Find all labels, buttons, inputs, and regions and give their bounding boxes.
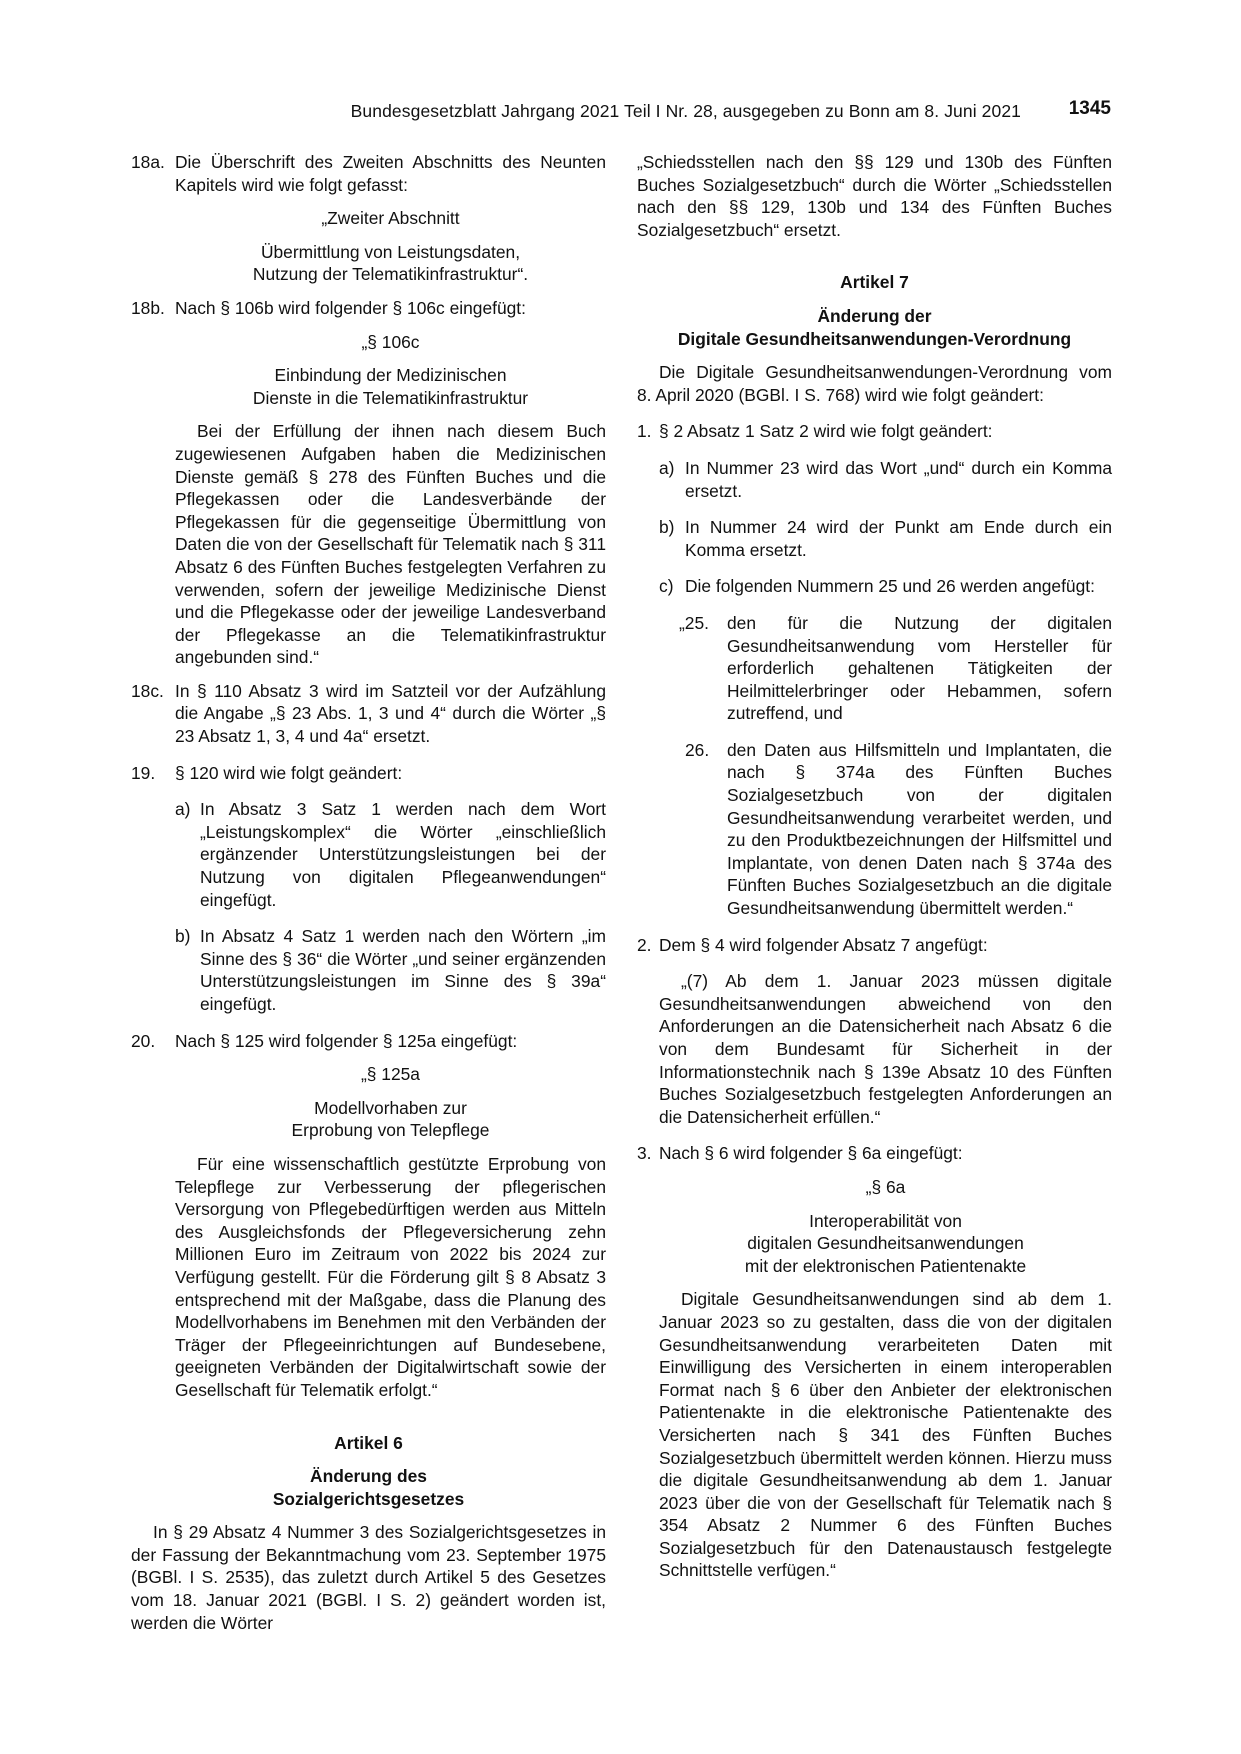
item-label: a): [659, 457, 675, 478]
paragraph-body: „(7) Ab dem 1. Januar 2023 müssen digitale Gesundheitsanwendungen abweichend von den Anforderungen an die Datensicherheit nach Absatz 6 die von dem Bundesamt für Sicherheit in der Informationstechnik nach § 139e Absatz 10 des Fünften Buches Sozialgesetzbuch festgelegten Anforderungen an die Datensicherheit erfüllen.“: [659, 971, 1112, 1127]
item-label: 18b.: [131, 297, 165, 318]
item-text: Die Überschrift des Zweiten Abschnitts des Neunten Kapitels wird wie folgt gefasst:: [175, 152, 606, 195]
item-19a: [131, 798, 606, 911]
item-label: 1.: [637, 421, 652, 442]
section-title-line: Dienste in die Telematikinfrastruktur: [252, 387, 529, 408]
article-title: Artikel 6: [334, 1432, 403, 1453]
article-subtitle-line: Änderung der: [817, 305, 932, 326]
item-label: b): [175, 926, 191, 947]
item-text: Nach § 6 wird folgender § 6a eingefügt:: [659, 1143, 963, 1164]
item-text: In § 110 Absatz 3 wird im Satzteil vor der Aufzählung die Angabe „§ 23 Abs. 1, 3 und 4“ durch die Wörter „§ 23 Absatz 1, 3, 4 und 4a“ ersetzt.: [175, 680, 606, 747]
section-number: „§ 106c: [361, 331, 420, 352]
article-title: Artikel 7: [840, 272, 909, 293]
quote-title-line: Nutzung der Telematikinfrastruktur“.: [252, 264, 529, 285]
item-label: a): [175, 799, 191, 820]
item-text: In Absatz 4 Satz 1 werden nach den Wörtern „im Sinne des § 36“ die Wörter „und seiner ergänzenden Unterstützungsleistungen im Sinne des § 39a“ eingefügt.: [200, 926, 606, 1014]
section-title-line: Erprobung von Telepflege: [291, 1120, 490, 1141]
item-18a: [131, 151, 606, 196]
section-number: „§ 6a: [865, 1176, 906, 1197]
item-1c: [637, 575, 1112, 598]
item-1b: [637, 516, 1112, 561]
section-title-line: Einbindung der Medizinischen: [274, 365, 507, 386]
article-subtitle-line: Digitale Gesundheitsanwendungen-Verordnung: [677, 328, 1072, 349]
item-text: den für die Nutzung der digitalen Gesundheitsanwendung vom Hersteller für erforderlich gehaltenen Tätigkeiten der Heilmittelerbringer oder Hebammen, sofern zutreffend, und: [727, 612, 1112, 724]
section-body: Bei der Erfüllung der ihnen nach diesem Buch zugewiesenen Aufgaben haben die Medizinischen Dienste gemäß § 278 des Fünften Buches und die Pflegekassen oder die Landesverbände der Pflegekassen für die gegenseitige Übermittlung von Daten die von der Gesellschaft für Telematik nach § 311 Absatz 6 des Fünften Buches festgelegten Verfahren zu verwenden, sofern der jeweilige Medizinische Dienst und die Pflegekasse oder der jeweilige Landesverband der Pflegekasse an die Telematikinfrastruktur angebunden sind.“: [175, 421, 606, 668]
item-label: c): [659, 576, 674, 597]
section-title-line: Interoperabilität von: [809, 1210, 962, 1231]
number-25: [637, 612, 1112, 725]
article-body: In § 29 Absatz 4 Nummer 3 des Sozialgerichtsgesetzes in der Fassung der Bekanntmachung vom 23. September 1975 (BGBl. I S. 2535), das zuletzt durch Artikel 5 des Gesetzes vom 18. Januar 2021 (BGBl. I S. 2) geändert worden ist, werden die Wörter: [131, 1522, 606, 1633]
item-text: Nach § 125 wird folgender § 125a eingefügt:: [175, 1030, 518, 1051]
article-subtitle-line: Änderung des: [310, 1466, 427, 1487]
item-18b: [131, 297, 606, 320]
item-3: [637, 1142, 1112, 1165]
section-body: Digitale Gesundheitsanwendungen sind ab dem 1. Januar 2023 so zu gestalten, dass die von der digitalen Gesundheitsanwendung verarbeiteten Daten mit Einwilligung des Versicherten in einem interoperablen Format nach § 6 über den Anbieter der elektronischen Patientenakte in die elektronische Patientenakte des Versicherten nach § 341 des Fünften Buches Sozialgesetzbuch übermittelt werden können. Hierzu muss die digitale Gesundheitsanwendung ab dem 1. Januar 2023 über die von der Gesellschaft für Telematik nach § 354 Absatz 2 Nummer 6 des Fünften Buches Sozialgesetzbuch für den Datenaustausch festgelegte Schnittstelle verfügen.“: [659, 1289, 1112, 1581]
item-text: den Daten aus Hilfsmitteln und Implantaten, die nach § 374a des Fünften Buches Sozialgesetzbuch von der digitalen Gesundheitsanwendung verarbeitet werden, und zu den Produktbezeichnungen der Hilfsmittel und Implantate, von denen Daten nach § 374a des Fünften Buches Sozialgesetzbuch an die digitale Gesundheitsanwendung übermittelt werden.“: [727, 739, 1112, 919]
item-18c: [131, 680, 606, 748]
item-label: 26.: [685, 739, 710, 760]
item-20: [131, 1030, 606, 1053]
item-text: Dem § 4 wird folgender Absatz 7 angefügt:: [659, 934, 988, 955]
page-number: 1345: [1068, 98, 1111, 119]
running-title: Bundesgesetzblatt Jahrgang 2021 Teil I Nr. 28, ausgegeben zu Bonn am 8. Juni 2021: [350, 101, 1021, 121]
number-26: [637, 739, 1112, 920]
article-intro: Die Digitale Gesundheitsanwendungen-Verordnung vom 8. April 2020 (BGBl. I S. 768) wird wie folgt geändert:: [637, 362, 1112, 405]
section-number: „§ 125a: [361, 1064, 420, 1085]
item-1a: [637, 457, 1112, 502]
item-text: In Nummer 23 wird das Wort „und“ durch ein Komma ersetzt.: [685, 457, 1112, 501]
quote-title-line: Übermittlung von Leistungsdaten,: [260, 241, 521, 262]
quote-heading: „Zweiter Abschnitt: [321, 208, 460, 229]
left-column: [131, 151, 606, 1634]
item-2: [637, 934, 1112, 957]
section-title-line: digitalen Gesundheitsanwendungen: [747, 1233, 1024, 1254]
item-text: In Nummer 24 wird der Punkt am Ende durch ein Komma ersetzt.: [685, 517, 1112, 560]
item-label: 18c.: [131, 680, 164, 701]
item-label: 18a.: [131, 152, 165, 172]
item-19b: [131, 925, 606, 1015]
item-label: 2.: [637, 934, 652, 955]
item-label: b): [659, 517, 675, 538]
item-label: „25.: [679, 612, 709, 633]
continued-text: „Schiedsstellen nach den §§ 129 und 130b des Fünften Buches Sozialgesetzbuch“ durch die Wörter „Schiedsstellen nach den §§ 129, 130b und 134 des Fünften Buches Sozialgesetzbuch“ ersetzt.: [637, 152, 1112, 240]
running-header: [130, 98, 1111, 127]
section-title-line: mit der elektronischen Patientenakte: [744, 1255, 1027, 1276]
item-label: 19.: [131, 762, 156, 783]
item-text: Nach § 106b wird folgender § 106c eingefügt:: [175, 297, 526, 318]
section-title-line: Modellvorhaben zur: [314, 1097, 467, 1118]
section-body: Für eine wissenschaftlich gestützte Erprobung von Telepflege zur Verbesserung der pflegerischen Versorgung von Pflegebedürftigen werden aus Mitteln des Ausgleichsfonds der Pflegeversicherung zehn Millionen Euro im Zeitraum von 2022 bis 2024 zur Verfügung gestellt. Für die Förderung gilt § 8 Absatz 3 entsprechend mit der Maßgabe, dass die Planung des Modellvorhabens im Benehmen mit den Verbänden der Träger der Pflegeeinrichtungen auf Bundesebene, geeigneten Verbänden der Digitalwirtschaft sowie der Gesellschaft für Telematik erfolgt.“: [175, 1153, 606, 1400]
item-text: Die folgenden Nummern 25 und 26 werden angefügt:: [685, 576, 1095, 597]
item-1: [637, 420, 1112, 443]
article-subtitle-line: Sozialgerichtsgesetzes: [272, 1488, 465, 1509]
item-19: [131, 762, 606, 785]
item-text: § 2 Absatz 1 Satz 2 wird wie folgt geändert:: [659, 421, 993, 442]
item-text: In Absatz 3 Satz 1 werden nach dem Wort „Leistungskomplex“ die Wörter „einschließlich ergänzender Unterstützungsleistungen bei der Nutzung von digitalen Pflegeanwendungen“ eingefügt.: [200, 799, 606, 910]
item-label: 3.: [637, 1143, 652, 1164]
right-column: [637, 151, 1112, 1582]
item-label: 20.: [131, 1030, 156, 1051]
item-text: § 120 wird wie folgt geändert:: [175, 762, 403, 783]
